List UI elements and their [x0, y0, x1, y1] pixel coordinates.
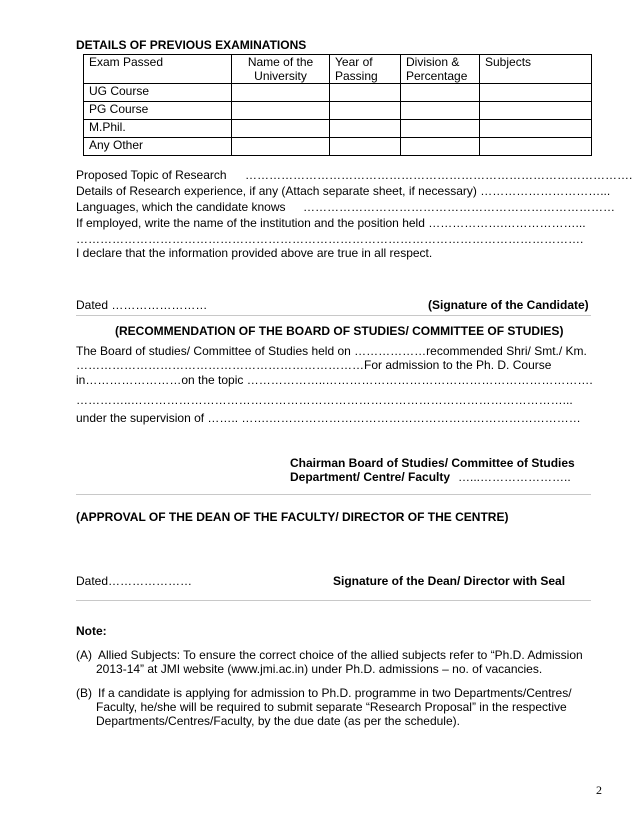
- recommendation-title: (RECOMMENDATION OF THE BOARD OF STUDIES/ COMMITTEE OF STUDIES): [115, 324, 564, 338]
- note-item-a-text: 2013-14” at JMI website (www.jmi.ac.in) under Ph.D. admissions – no. of vacancies.: [96, 662, 543, 676]
- employment-line[interactable]: If employed, write the name of the institution and the position held ……………….………………...: [76, 216, 586, 230]
- row-label: UG Course: [84, 84, 232, 102]
- header-exam-passed: Exam Passed: [84, 55, 232, 84]
- supervision-line[interactable]: under the supervision of …….. …….……………………………………………………………………: [76, 411, 581, 425]
- experience-line[interactable]: Details of Research experience, if any (Attach separate sheet, if necessary) …………………………...: [76, 184, 611, 198]
- table-row: [84, 84, 592, 102]
- table-cell[interactable]: [480, 120, 592, 138]
- table-cell[interactable]: [330, 120, 401, 138]
- table-cell[interactable]: [232, 102, 330, 120]
- chairman-department-label: Department/ Centre/ Faculty: [290, 470, 451, 484]
- chairman-title: Chairman Board of Studies/ Committee of Studies: [290, 456, 575, 470]
- candidate-signature-label: (Signature of the Candidate): [428, 298, 589, 312]
- table-cell[interactable]: [480, 84, 592, 102]
- divider: [76, 494, 591, 495]
- topic-label: Proposed Topic of Research: [76, 168, 227, 182]
- dean-dated-field[interactable]: Dated…………………: [76, 574, 193, 588]
- approval-title: (APPROVAL OF THE DEAN OF THE FACULTY/ DIRECTOR OF THE CENTRE): [76, 510, 509, 524]
- header-division: Division & Percentage: [401, 55, 480, 84]
- table-cell[interactable]: [232, 120, 330, 138]
- declaration-text: I declare that the information provided above are true in all respect.: [76, 246, 433, 260]
- dean-signature-label: Signature of the Dean/ Director with Seal: [333, 574, 566, 588]
- languages-label: Languages, which the candidate knows: [76, 200, 286, 214]
- table-header-row: [84, 55, 592, 84]
- divider: [76, 315, 591, 316]
- table-cell[interactable]: [480, 102, 592, 120]
- table-cell[interactable]: [330, 138, 401, 156]
- chairman-department-field[interactable]: …...…………………..: [458, 470, 571, 484]
- note-item-b-text: Departments/Centres/Faculty, by the due date (as per the schedule).: [96, 714, 460, 728]
- recommendation-line[interactable]: The Board of studies/ Committee of Studies held on ………………recommended Shri/ Smt./ Km.: [76, 344, 587, 358]
- table-cell[interactable]: [401, 102, 480, 120]
- section-title-previous-exams: DETAILS OF PREVIOUS EXAMINATIONS: [76, 38, 307, 52]
- note-item-a-label: (A): [76, 648, 92, 662]
- table-cell[interactable]: [232, 138, 330, 156]
- note-item-b-text: If a candidate is applying for admission to Ph.D. programme in two Departments/Centres/: [98, 686, 572, 700]
- table-cell[interactable]: [480, 138, 592, 156]
- table-cell[interactable]: [232, 84, 330, 102]
- table-cell[interactable]: [330, 84, 401, 102]
- languages-field[interactable]: ……………………………………………………………………: [303, 200, 615, 214]
- recommendation-line[interactable]: …………..………………………………………………………………………………………………...: [76, 393, 573, 407]
- recommendation-line[interactable]: in……………………on the topic ………………..………………………………………………………….: [76, 373, 593, 387]
- table-row: [84, 138, 592, 156]
- header-subjects: Subjects: [480, 55, 592, 84]
- note-item-b-text: Faculty, he/she will be required to submit separate “Research Proposal” in the respective: [96, 700, 567, 714]
- employment-continuation-field[interactable]: ……………………………………………………………………………………………………………….: [76, 232, 584, 246]
- topic-field[interactable]: …………………………………………………………………………………….: [245, 168, 633, 182]
- header-year: Year of Passing: [330, 55, 401, 84]
- row-label: PG Course: [84, 102, 232, 120]
- table-cell[interactable]: [401, 120, 480, 138]
- table-cell[interactable]: [330, 102, 401, 120]
- previous-exams-table: [83, 54, 592, 156]
- row-label: Any Other: [84, 138, 232, 156]
- row-label: M.Phil.: [84, 120, 232, 138]
- table-row: [84, 102, 592, 120]
- page-number: 2: [596, 783, 602, 797]
- note-title: Note:: [76, 624, 107, 638]
- divider: [76, 600, 591, 601]
- header-university: Name of the University: [232, 55, 330, 84]
- recommendation-line[interactable]: ………………………………………………………………For admission to the Ph. D. Course: [76, 358, 552, 372]
- table-cell[interactable]: [401, 138, 480, 156]
- note-item-b-label: (B): [76, 686, 92, 700]
- table-row: [84, 120, 592, 138]
- candidate-dated-field[interactable]: Dated ……………………: [76, 298, 208, 312]
- table-cell[interactable]: [401, 84, 480, 102]
- note-item-a-text: Allied Subjects: To ensure the correct choice of the allied subjects refer to “Ph.D. Admission: [98, 648, 583, 662]
